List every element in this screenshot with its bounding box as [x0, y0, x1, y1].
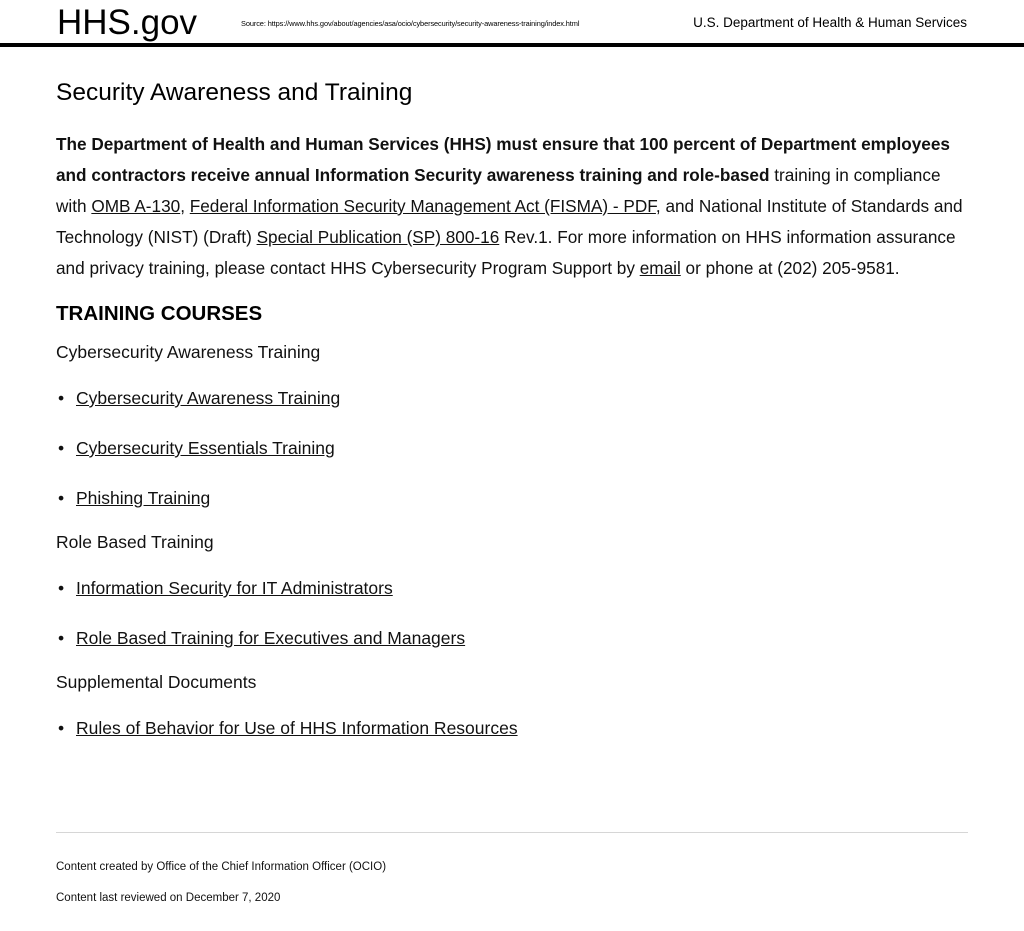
omb-a130-link[interactable]: OMB A-130 [91, 196, 181, 216]
main-content [56, 78, 968, 739]
footer-last-reviewed: Content last reviewed on December 7, 2020 [56, 892, 281, 904]
course-link[interactable]: Phishing Training [76, 488, 211, 508]
intro-text: , and National Institute of Standards and Technology (NIST) (Draft) [56, 196, 963, 247]
department-name: U.S. Department of Health & Human Services [693, 15, 967, 30]
bullet-icon: • [58, 438, 65, 458]
intro-text: or phone at (202) 205-9581. [680, 258, 900, 278]
course-link[interactable]: Cybersecurity Essentials Training [76, 438, 335, 458]
bullet-icon: • [58, 628, 65, 648]
bullet-icon: • [58, 578, 65, 598]
link-list [56, 387, 968, 509]
footer-divider [56, 832, 968, 833]
site-logo[interactable]: HHS.gov [57, 3, 198, 42]
list-item [56, 717, 968, 739]
bullet-icon: • [58, 388, 65, 408]
list-item [56, 437, 968, 459]
section-heading: TRAINING COURSES [56, 302, 263, 325]
intro-paragraph [56, 129, 968, 284]
course-link[interactable]: Cybersecurity Awareness Training [76, 388, 341, 408]
page-title: Security Awareness and Training [56, 79, 413, 106]
site-header [0, 0, 1024, 48]
intro-bold-text: The Department of Health and Human Services (HHS) must ensure that 100 percent of Department employees and contractors receive annual Information Security awareness training and role-based [56, 134, 950, 185]
category-label: Role Based Training [56, 532, 214, 552]
bullet-icon: • [58, 488, 65, 508]
category-label: Supplemental Documents [56, 672, 257, 692]
intro-text: Rev.1. For more information on HHS information assurance and privacy training, please contact HHS Cybersecurity Program Support by [56, 227, 956, 278]
intro-text: training in compliance with [56, 165, 941, 216]
list-item [56, 487, 968, 509]
course-link[interactable]: Information Security for IT Administrators [76, 578, 393, 598]
intro-text: , [180, 196, 190, 216]
bullet-icon: • [58, 718, 65, 738]
source-url: Source: https://www.hhs.gov/about/agencies/asa/ocio/cybersecurity/security-awareness-training/index.html [241, 19, 580, 28]
link-list [56, 577, 968, 649]
course-link[interactable]: Role Based Training for Executives and Managers [76, 628, 466, 648]
category-label: Cybersecurity Awareness Training [56, 342, 321, 362]
footer-created-by: Content created by Office of the Chief Information Officer (OCIO) [56, 861, 387, 873]
header-divider [0, 43, 1024, 47]
list-item [56, 627, 968, 649]
list-item [56, 387, 968, 409]
email-link[interactable]: email [639, 258, 681, 278]
nist-sp-800-16-link[interactable]: Special Publication (SP) 800-16 [256, 227, 500, 247]
link-list [56, 717, 968, 739]
document-link[interactable]: Rules of Behavior for Use of HHS Information Resources [76, 718, 518, 738]
fisma-pdf-link[interactable]: Federal Information Security Management Act (FISMA) - PDF [189, 196, 656, 216]
list-item [56, 577, 968, 599]
